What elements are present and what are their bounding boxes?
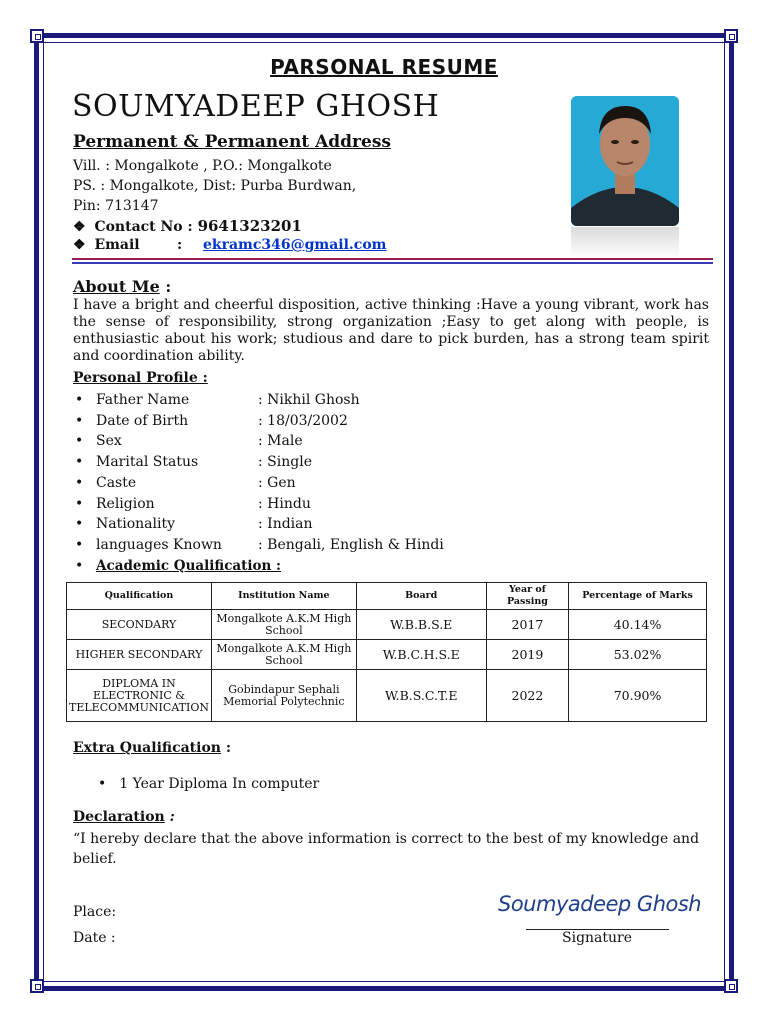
- profile-label: Religion: [96, 495, 155, 512]
- extra-qualification-heading: Extra Qualification :: [73, 740, 232, 756]
- resume-title: PARSONAL RESUME: [270, 55, 498, 79]
- signature-label: Signature: [562, 930, 633, 946]
- profile-label: Nationality: [96, 516, 175, 533]
- contact-number: 9641323201: [197, 217, 302, 235]
- handwritten-signature: Soumyadeep Ghosh: [498, 892, 702, 916]
- profile-label: languages Known: [96, 536, 222, 553]
- profile-value: : Bengali, English & Hindi: [258, 536, 444, 553]
- table-cell: 40.14%: [569, 610, 707, 640]
- declaration-text: “I hereby declare that the above information is correct to the best of my knowledge and belief.: [73, 831, 700, 867]
- bullet-icon: •: [98, 776, 107, 792]
- table-row: [67, 610, 707, 640]
- profile-photo: [571, 96, 679, 226]
- divider-line: [72, 258, 713, 260]
- table-cell: 2017: [486, 610, 568, 640]
- academic-heading: Academic Qualification :: [96, 558, 282, 574]
- candidate-name: SOUMYADEEP GHOSH: [72, 89, 440, 124]
- diamond-bullet-icon: ❖: [73, 219, 86, 235]
- table-header-cell: Institution Name: [211, 583, 356, 610]
- declaration-heading: Declaration :: [73, 809, 175, 825]
- email-link[interactable]: ekramc346@gmail.com: [203, 237, 387, 253]
- bullet-icon: •: [75, 474, 84, 491]
- academic-table: [66, 582, 707, 722]
- profile-value: : Male: [258, 433, 303, 450]
- photo-reflection: [571, 227, 679, 259]
- about-heading: About Me :: [73, 277, 172, 296]
- table-cell: 2019: [486, 640, 568, 670]
- table-cell: Mongalkote A.K.M High School: [211, 610, 356, 640]
- bullet-icon: •: [75, 516, 84, 533]
- table-header-cell: Board: [356, 583, 486, 610]
- table-row: [67, 640, 707, 670]
- contact-label: Contact No :: [94, 219, 198, 235]
- address-line: Pin: 713147: [73, 198, 159, 214]
- bullet-icon: •: [75, 558, 84, 574]
- table-cell: 2022: [486, 670, 568, 722]
- profile-label: Father Name: [96, 392, 190, 408]
- table-cell: HIGHER SECONDARY: [67, 640, 212, 670]
- table-cell: 70.90%: [569, 670, 707, 722]
- date-label: Date :: [73, 930, 116, 946]
- profile-label: Marital Status: [96, 454, 199, 471]
- corner-ornament: [30, 29, 44, 43]
- profile-value: : 18/03/2002: [258, 412, 348, 429]
- table-header-cell: Percentage of Marks: [569, 583, 707, 610]
- email-label: Email: [94, 237, 140, 253]
- bullet-icon: •: [75, 392, 84, 408]
- profile-value: : Indian: [258, 516, 313, 533]
- bullet-icon: •: [75, 433, 84, 450]
- email-separator: :: [177, 237, 183, 253]
- address-heading: Permanent & Permanent Address: [73, 132, 391, 152]
- bullet-icon: •: [75, 454, 84, 471]
- corner-ornament: [30, 979, 44, 993]
- table-cell: SECONDARY: [67, 610, 212, 640]
- profile-value: : Gen: [258, 474, 296, 491]
- divider-line: [72, 262, 713, 264]
- table-cell: Gobindapur Sephali Memorial Polytechnic: [211, 670, 356, 722]
- profile-label: Date of Birth: [96, 412, 189, 429]
- profile-label: Sex: [96, 433, 122, 450]
- diamond-bullet-icon: ❖: [73, 237, 86, 253]
- profile-label: Caste: [96, 474, 137, 491]
- table-cell: DIPLOMA IN ELECTRONIC & TELECOMMUNICATION: [67, 670, 212, 722]
- table-header-cell: Qualification: [67, 583, 212, 610]
- place-label: Place:: [73, 904, 117, 920]
- table-header-cell: Year of Passing: [486, 583, 568, 610]
- bullet-icon: •: [75, 536, 84, 553]
- profile-value: : Single: [258, 454, 312, 471]
- table-cell: W.B.B.S.E: [356, 610, 486, 640]
- corner-ornament: [724, 29, 738, 43]
- about-text: I have a bright and cheerful disposition, active thinking :Have a young vibrant, work has the sense of responsibility, strong organization ;Easy to get along with people, is enthusiastic about his work; studious and dare to pick burden, has a strong team spirit and coordination ability.: [73, 297, 709, 364]
- table-cell: 53.02%: [569, 640, 707, 670]
- address-line: PS. : Mongalkote, Dist: Purba Burdwan,: [73, 178, 357, 194]
- profile-value: : Nikhil Ghosh: [258, 392, 360, 408]
- email-row: [73, 237, 387, 253]
- table-cell: W.B.S.C.T.E: [356, 670, 486, 722]
- bullet-icon: •: [75, 495, 84, 512]
- profile-value: : Hindu: [258, 495, 311, 512]
- table-cell: Mongalkote A.K.M High School: [211, 640, 356, 670]
- bullet-icon: •: [75, 412, 84, 429]
- corner-ornament: [724, 979, 738, 993]
- personal-profile-heading: Personal Profile :: [73, 370, 208, 386]
- extra-qualification-item: • 1 Year Diploma In computer: [98, 776, 320, 792]
- table-row: [67, 670, 707, 722]
- table-cell: W.B.C.H.S.E: [356, 640, 486, 670]
- contact-row: [73, 217, 302, 235]
- address-line: Vill. : Mongalkote , P.O.: Mongalkote: [73, 158, 332, 174]
